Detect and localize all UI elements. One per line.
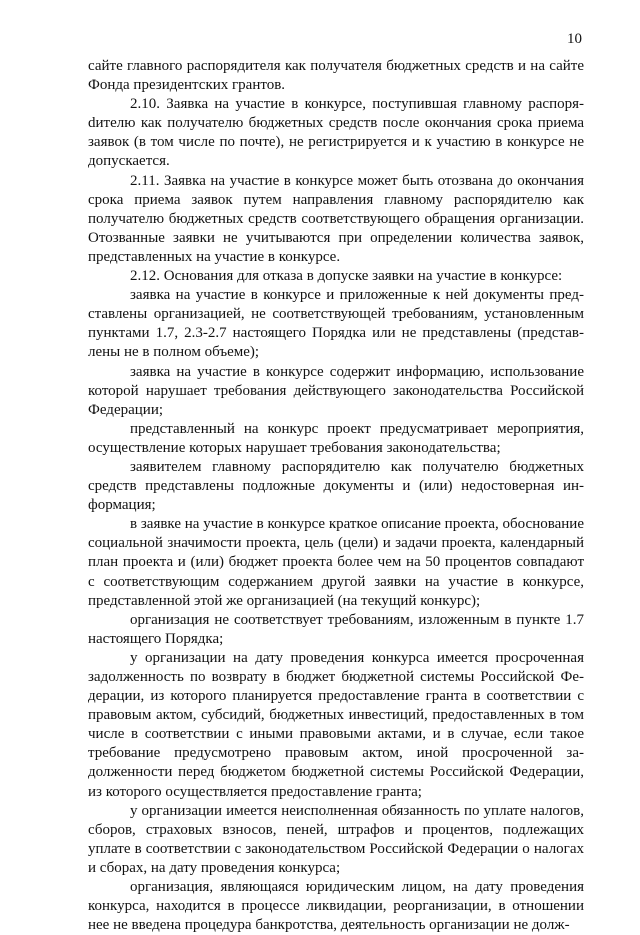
refusal-ground-4: заявителем главному распорядителю как получателю бюджетных средств представлены подложные документы и (или) недостоверная информация; — [88, 458, 584, 514]
document-body — [88, 57, 584, 935]
page-number: 10 — [567, 31, 582, 47]
refusal-ground-2: заявка на участие в конкурсе содержит информацию, использование которой нарушает требования действующего законодательства Российской Федерации; — [88, 363, 584, 418]
refusal-ground-7: у организации на дату проведения конкурса имеется просроченная задолженность по возврату в бюджет бюджетной системы Российской Федерации, из которого планируется предоставление гранта в соответствии с правовым актом, субсидий, бюджетных инвестиций, предоставленных в том числе в соответствии с иными правовыми актами, и в случае, если такое требование предусмотрено правовым актом, иной просроченной задолженности перед бюджетом бюджетной системы Российской Федерации, из которого осуществляется предоставление гранта; — [88, 649, 584, 800]
refusal-ground-3: представленный на конкурс проект предусматривает мероприятия, осуществление которых нарушает требования законодательства; — [88, 420, 584, 456]
refusal-ground-6: организация не соответствует требованиям, изложенным в пункте 1.7 настоящего Порядка; — [88, 611, 584, 647]
refusal-ground-5: в заявке на участие в конкурсе краткое описание проекта, обоснование социальной значимости проекта, цель (цели) и задачи проекта, календарный план проекта и (или) бюджет проекта более чем на 50 процентов совпадают с соответствующим содержанием другой заявки на участие в конкурсе, представленной этой же организацией (на текущий конкурс); — [88, 516, 584, 609]
paragraph-2-11: 2.11. Заявка на участие в конкурсе может быть отозвана до окончания срока приема заявок путем направления главному распорядителю как получателю бюджетных средств соответствующего обращения организации. Отозванные заявки не учитываются при определении количества заявок, представленных на участие в конкурсе. — [88, 172, 584, 265]
paragraph-continuation: сайте главного распорядителя как получателя бюджетных средств и на сайте Фонда президентских грантов. — [88, 58, 584, 94]
refusal-ground-8: у организации имеется неисполненная обязанность по уплате налогов, сборов, страховых взносов, пеней, штрафов и процентов, подлежащих уплате в соответствии с законодательством Российской Федерации о налогах и сборах, на дату проведения конкурса; — [88, 802, 584, 876]
refusal-ground-9: организация, являющаяся юридическим лицом, на дату проведения конкурса, находится в процессе ликвидации, реорганизации, в отношении нее не введена процедура банкротства, деятельность организации не долж- — [88, 879, 584, 934]
refusal-ground-1: заявка на участие в конкурсе и приложенные к ней документы представлены организацией, не соответствующей требованиям, установленным пунктами 1.7, 2.3-2.7 настоящего Порядка или не представлены (представлены не в полном объеме); — [88, 287, 584, 361]
paragraph-2-12: 2.12. Основания для отказа в допуске заявки на участие в конкурсе: — [130, 268, 563, 285]
paragraph-2-10: 2.10. Заявка на участие в конкурсе, поступившая главному распоряdителю как получателю бюджетных средств после окончания срока приема заявок (в том числе по почте), не регистрируется и к участию в конкурсе не допускается. — [88, 96, 584, 170]
